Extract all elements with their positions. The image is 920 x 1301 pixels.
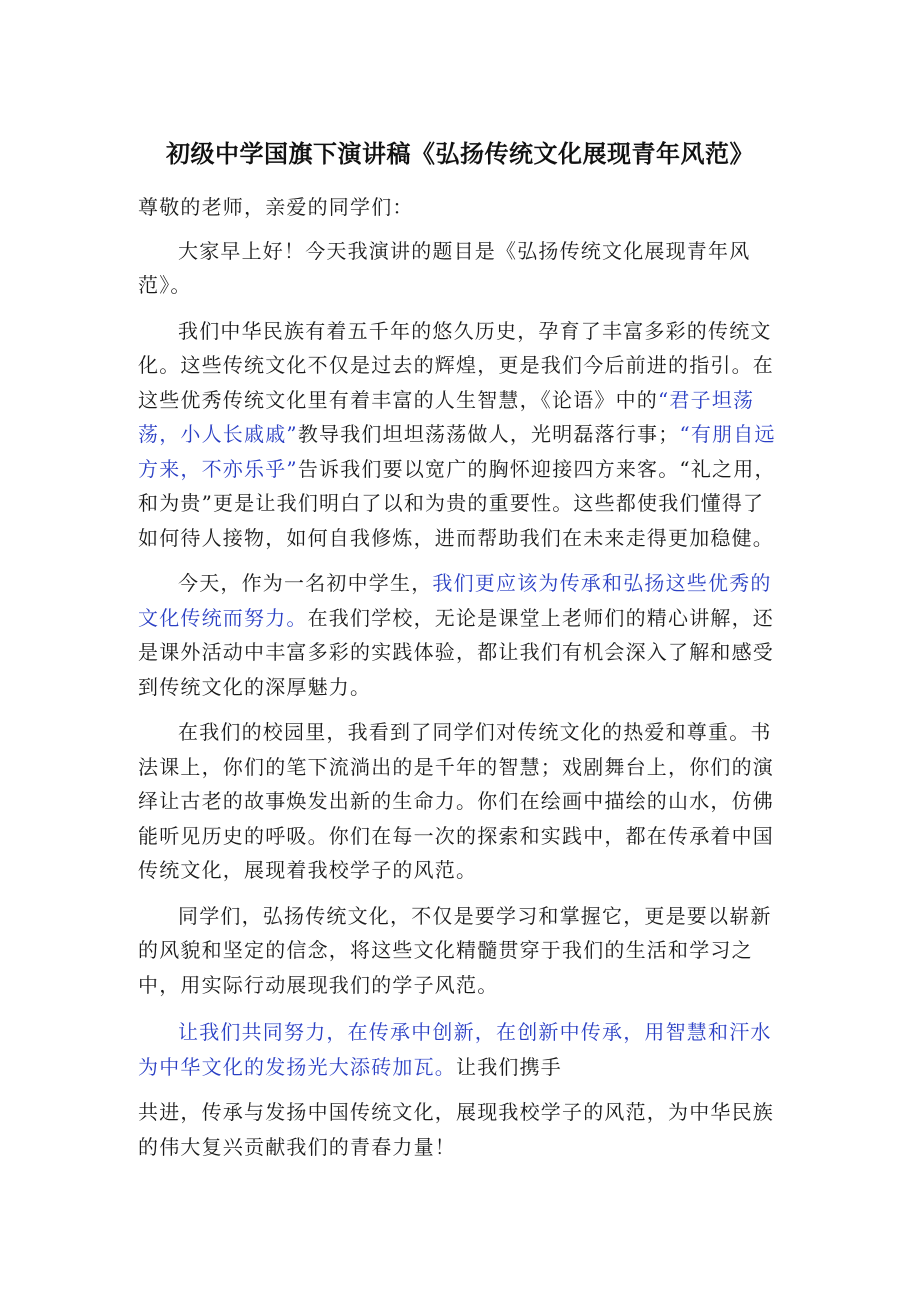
paragraph-3-text-a: 今天，作为一名初中学生， bbox=[178, 571, 433, 595]
document-title: 初级中学国旗下演讲稿《弘扬传统文化展现青年风范》 bbox=[166, 140, 754, 168]
paragraph-2-text-b: 教导我们坦坦荡荡做人，光明磊落行事； bbox=[297, 422, 680, 446]
greeting: 尊敬的老师，亲爱的同学们： bbox=[138, 195, 414, 219]
paragraph-6-text-b: 让我们携手 bbox=[456, 1054, 562, 1079]
paragraph-3-highlight: 我们更应该为传承和弘扬这些优秀的文化传统而努力。 bbox=[138, 571, 772, 630]
quote-junzi: “君子坦荡荡，小人长戚戚” bbox=[138, 387, 755, 446]
quote-youpeng: “有朋自远方来，不亦乐乎” bbox=[138, 422, 776, 481]
paragraph-2 bbox=[138, 314, 782, 556]
paragraph-4: 在我们的校园里，我看到了同学们对传统文化的热爱和尊重。书法课上，你们的笔下流淌出的是千年的智慧；戏剧舞台上，你们的演绎让古老的故事焕发出新的生命力。你们在绘画中描绘的山水，仿佛能听见历史的呼吸。你们在每一次的探索和实践中，都在传承着中国传统文化，展现着我校学子的风范。 bbox=[138, 720, 774, 882]
paragraph-3 bbox=[138, 566, 782, 704]
paragraph-7: 共进，传承与发扬中国传统文化，展现我校学子的风范，为中华民族的伟大复兴贡献我们的青春力量！ bbox=[138, 1100, 774, 1159]
paragraph-6-highlight: 让我们共同努力，在传承中创新，在创新中传承，用智慧和汗水为中华文化的发扬光大添砖加瓦。 bbox=[138, 1020, 772, 1079]
paragraph-5: 同学们，弘扬传统文化，不仅是要学习和掌握它，更是要以崭新的风貌和坚定的信念，将这些文化精髓贯穿于我们的生活和学习之中，用实际行动展现我们的学子风范。 bbox=[138, 903, 772, 997]
paragraph-3-text-b: 在我们学校，无论是课堂上老师们的精心讲解，还是课外活动中丰富多彩的实践体验，都让我们有机会深入了解和感受到传统文化的深厚魅力。 bbox=[138, 605, 775, 699]
speech-body bbox=[138, 190, 782, 1164]
paragraph-2-text-a: 我们中华民族有着五千年的悠久历史，孕育了丰富多彩的传统文化。这些传统文化不仅是过去的辉煌，更是我们今后前进的指引。在这些优秀传统文化里有着丰富的人生智慧，《论语》中的 bbox=[138, 318, 774, 412]
paragraph-1: 大家早上好！今天我演讲的题目是《弘扬传统文化展现青年风范》。 bbox=[138, 238, 751, 297]
paragraph-2-text-c: 告诉我们要以宽广的胸怀迎接四方来客。“礼之用，和为贵”更是让我们明白了以和为贵的重要性。这些都使我们懂得了如何待人接物，如何自我修炼，进而帮助我们在未来走得更加稳健。 bbox=[138, 456, 776, 550]
paragraph-6 bbox=[138, 1015, 782, 1084]
